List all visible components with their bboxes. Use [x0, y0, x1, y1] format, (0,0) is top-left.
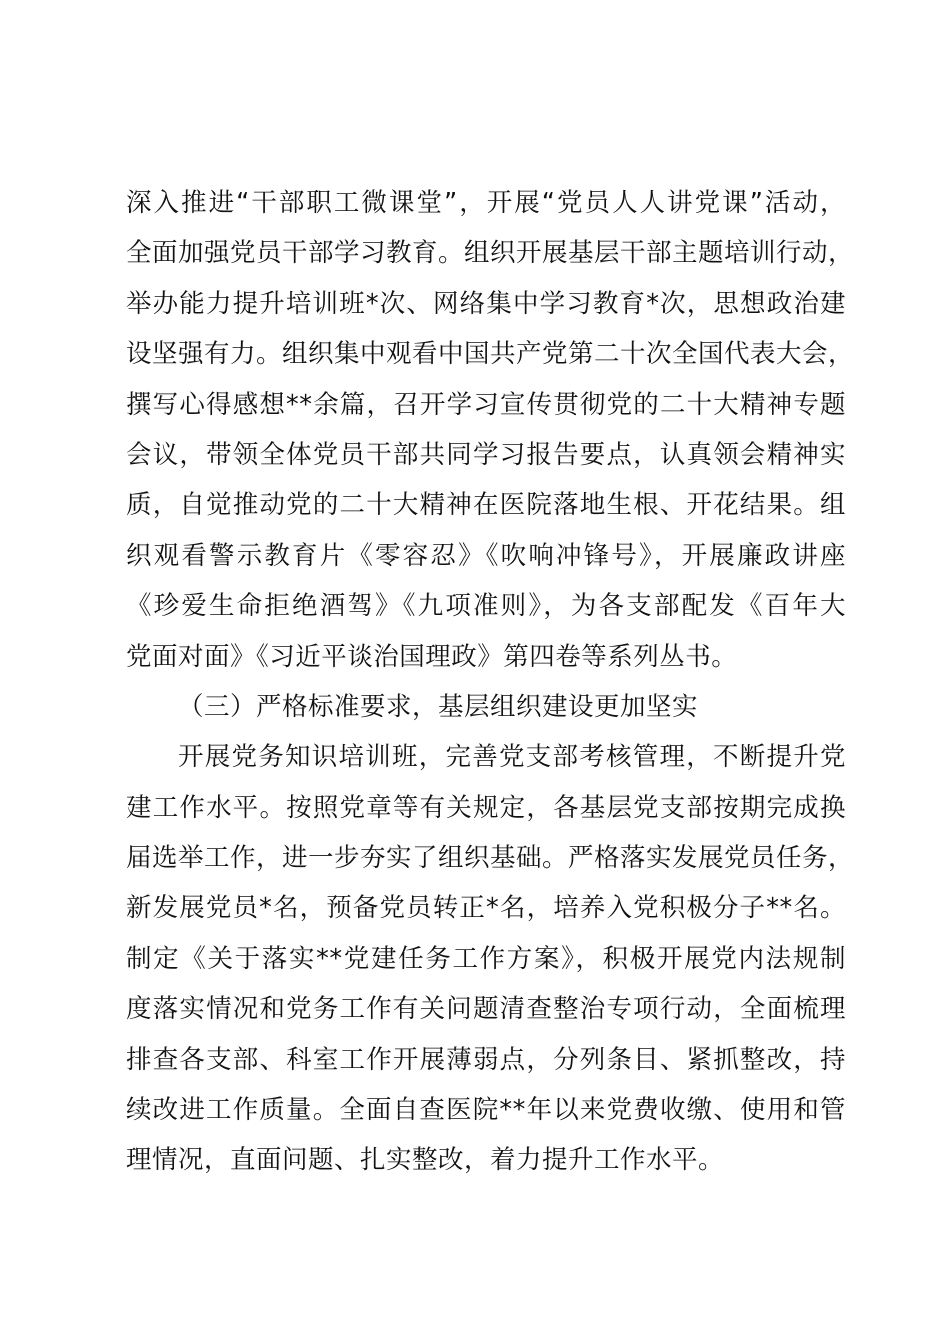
document-body: [126, 178, 855, 1186]
text-line: 举办能力提升培训班*次、网络集中学习教育*次，思想政治建: [126, 288, 846, 319]
text-line: 续改进工作质量。全面自查医院**年以来党费收缴、使用和管: [126, 1095, 846, 1126]
text-line: 理情况，直面问题、扎实整改，着力提升工作水平。: [126, 1145, 725, 1176]
text-line: 会议，带领全体党员干部共同学习报告要点，认真领会精神实: [126, 439, 846, 470]
text-line: 设坚强有力。组织集中观看中国共产党第二十次全国代表大会，: [126, 339, 855, 370]
text-line: 织观看警示教育片《零容忍》《吹响冲锋号》，开展廉政讲座: [126, 540, 846, 571]
text-line: 党面对面》《习近平谈治国理政》第四卷等系列丛书。: [126, 641, 738, 672]
text-line: 排查各支部、科室工作开展薄弱点，分列条目、紧抓整改，持: [126, 1044, 846, 1075]
section-heading: （三）严格标准要求，基层组织建设更加坚实: [178, 691, 699, 722]
text-line: 建工作水平。按照党章等有关规定，各基层党支部按期完成换: [126, 792, 846, 823]
text-line: 届选举工作，进一步夯实了组织基础。严格落实发展党员任务，: [126, 843, 855, 874]
text-line: 新发展党员*名，预备党员转正*名，培养入党积极分子**名。: [126, 893, 846, 924]
text-line: 制定《关于落实**党建任务工作方案》，积极开展党内法规制: [126, 943, 846, 974]
text-line: 撰写心得感想**余篇，召开学习宣传贯彻党的二十大精神专题: [126, 389, 846, 420]
text-line: 深入推进“干部职工微课堂”，开展“党员人人讲党课”活动，: [126, 188, 846, 218]
text-line: 质，自觉推动党的二十大精神在医院落地生根、开花结果。组: [126, 490, 846, 521]
text-line: 度落实情况和党务工作有关问题清查整治专项行动，全面梳理: [126, 994, 846, 1025]
text-line: 开展党务知识培训班，完善党支部考核管理，不断提升党: [178, 742, 846, 773]
text-line: 全面加强党员干部学习教育。组织开展基层干部主题培训行动，: [126, 238, 855, 269]
text-line: 《珍爱生命拒绝酒驾》《九项准则》，为各支部配发《百年大: [126, 591, 846, 622]
